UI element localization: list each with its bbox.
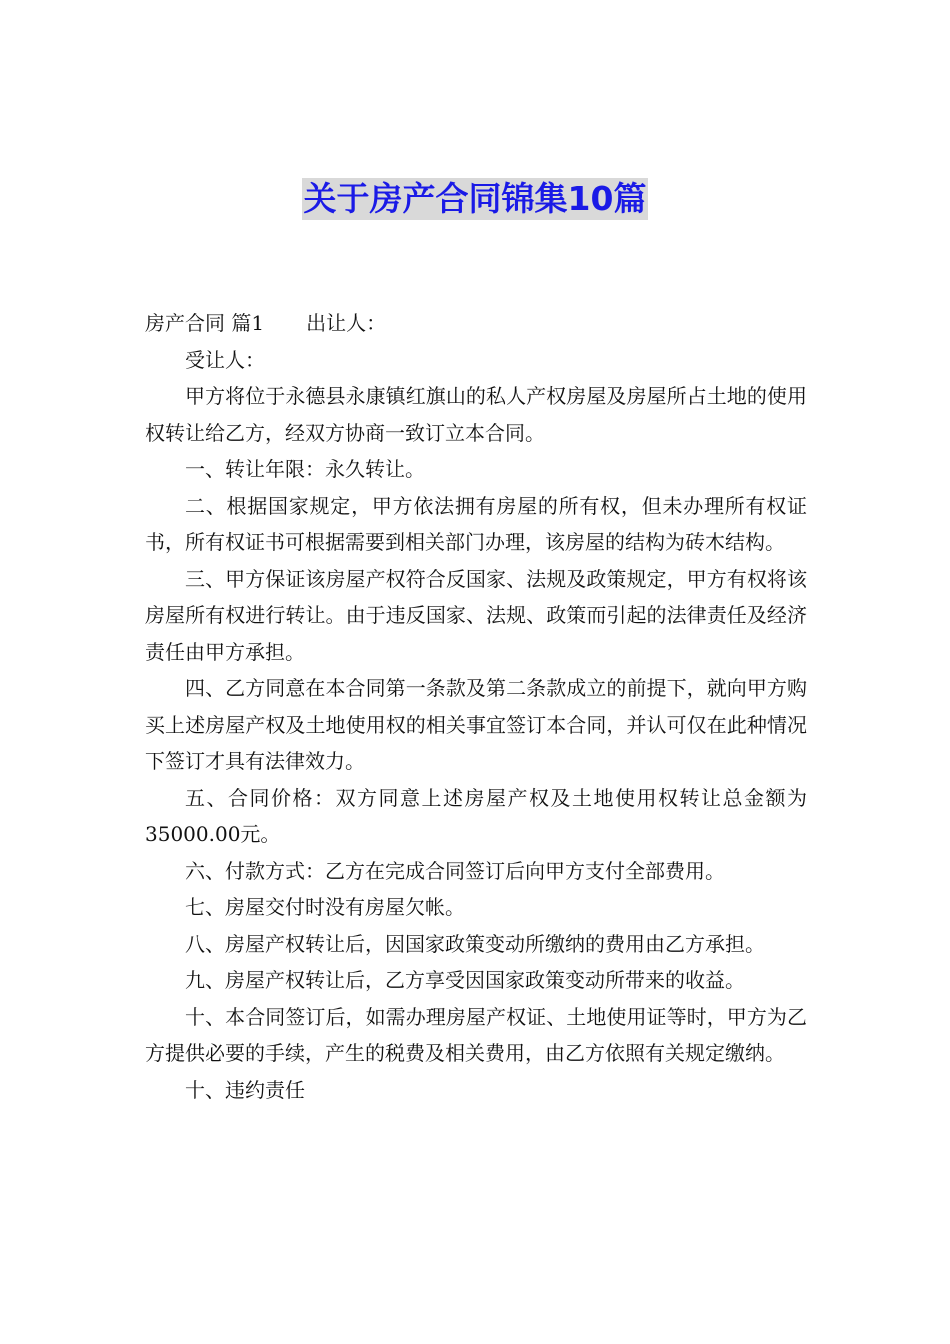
section-label: 房产合同 篇1 [145,311,265,335]
paragraph-clause-8: 八、房屋产权转让后，因国家政策变动所缴纳的费用由乙方承担。 [185,931,765,956]
document-title: 关于房产合同锦集10篇 [303,179,647,218]
paragraph-clause-10: 十、本合同签订后，如需办理房屋产权证、土地使用证等时，甲方为乙方提供必要的手续，产生的税费及相关费用，由乙方依照有关规定缴纳。 [145,1004,807,1065]
paragraph-clause-6: 六、付款方式：乙方在完成合同签订后向甲方支付全部费用。 [185,858,725,883]
paragraph-header [145,305,807,342]
paragraph-clause-11: 十、违约责任 [185,1077,305,1102]
document-body [145,305,807,1108]
paragraph-seller: 出让人： [306,311,387,335]
paragraph-clause-7: 七、房屋交付时没有房屋欠帐。 [185,895,465,919]
paragraph-clause-5: 五、合同价格：双方同意上述房屋产权及土地使用权转让总金额为35000.00元。 [145,785,807,846]
paragraph-clause-4: 四、乙方同意在本合同第一条款及第二条款成立的前提下，就向甲方购买上述房屋产权及土地使用权的相关事宜签订本合同，并认可仅在此种情况下签订才具有法律效力。 [145,676,807,773]
paragraph-buyer: 受让人： [185,347,265,372]
paragraph-clause-1: 一、转让年限：永久转让。 [185,457,425,481]
paragraph-clause-9: 九、房屋产权转让后，乙方享受因国家政策变动所带来的收益。 [185,968,745,992]
title-container [0,178,950,220]
paragraph-intro: 甲方将位于永德县永康镇红旗山的私人产权房屋及房屋所占土地的使用权转让给乙方，经双方协商一致订立本合同。 [145,384,807,445]
paragraph-clause-3: 三、甲方保证该房屋产权符合反国家、法规及政策规定，甲方有权将该房屋所有权进行转让。由于违反国家、法规、政策而引起的法律责任及经济责任由甲方承担。 [145,566,807,664]
paragraph-clause-2: 二、根据国家规定，甲方依法拥有房屋的所有权，但未办理所有权证书，所有权证书可根据需要到相关部门办理，该房屋的结构为砖木结构。 [145,493,807,554]
